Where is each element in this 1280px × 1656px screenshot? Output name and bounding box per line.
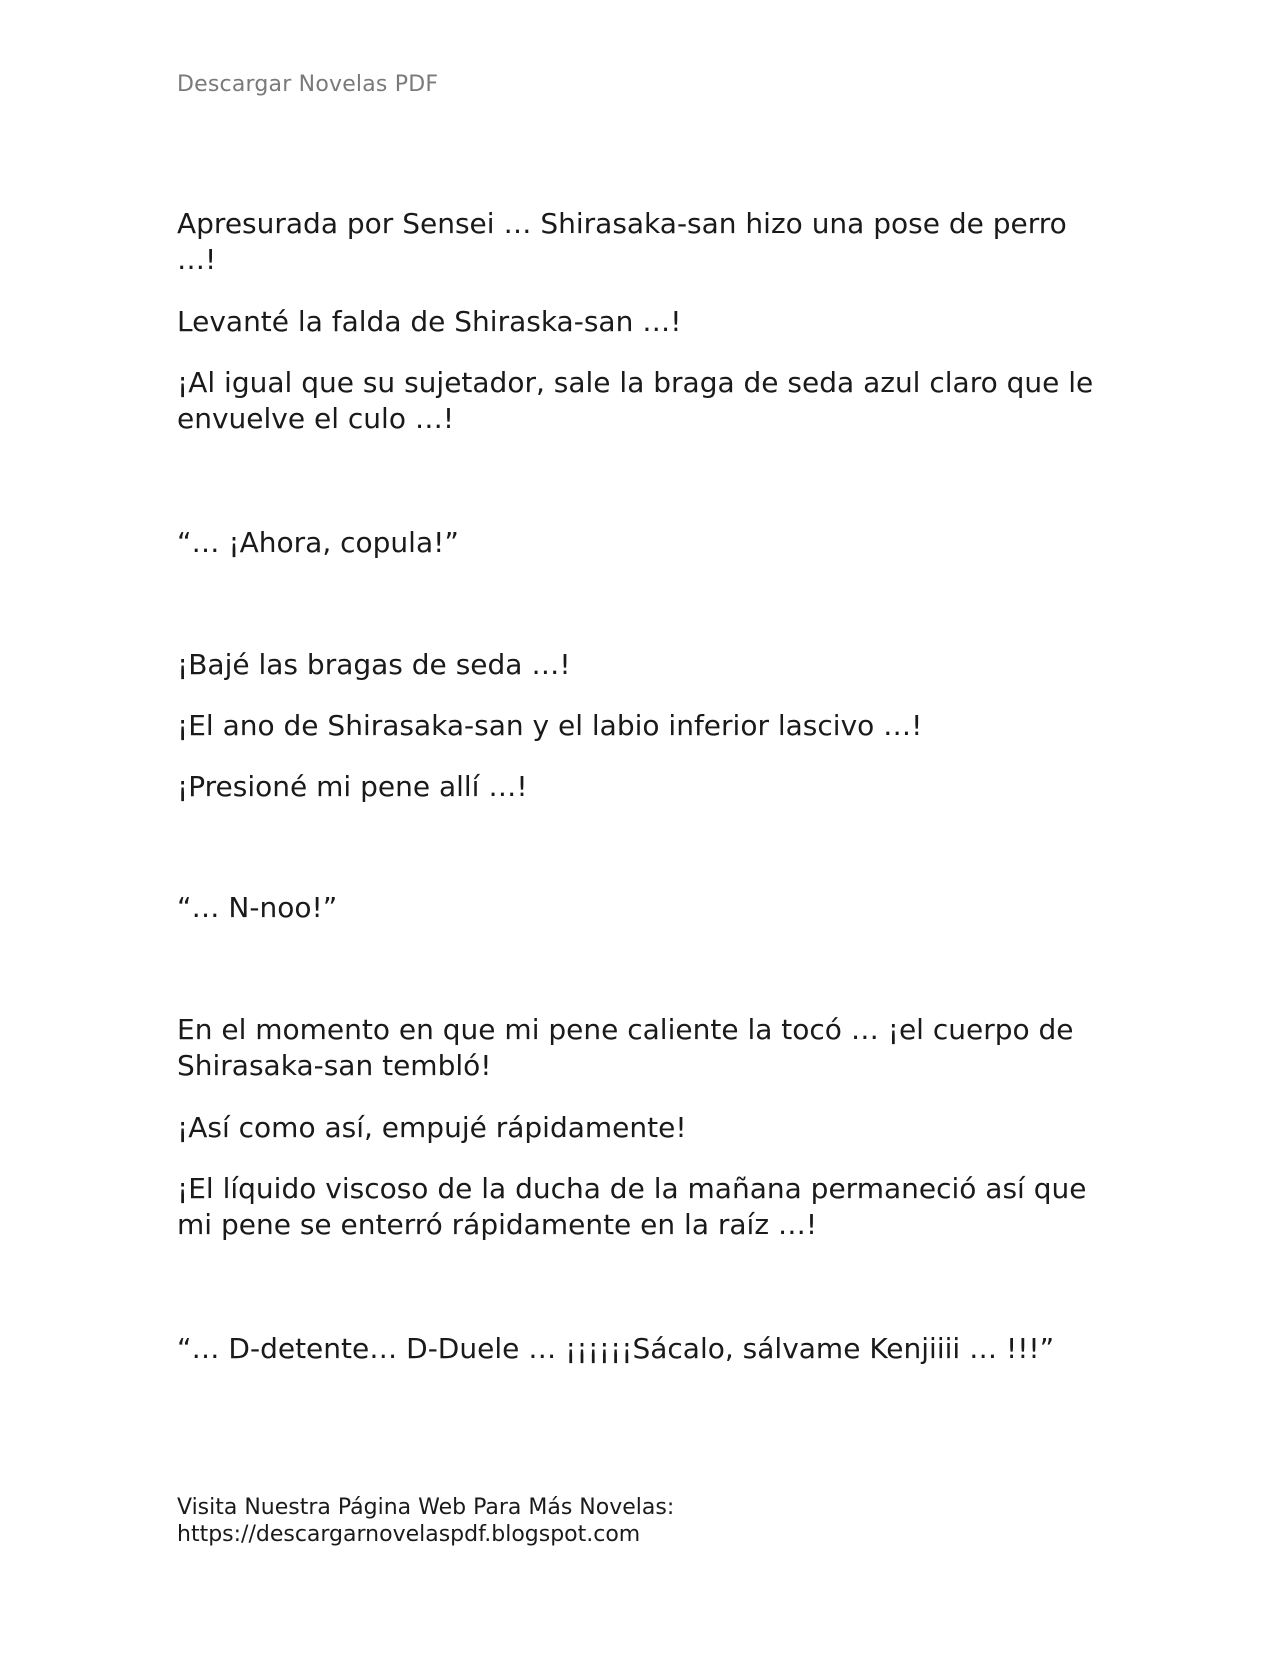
page-header-title: Descargar Novelas PDF	[177, 72, 439, 97]
dialogue-2: “… N-noo!”	[177, 891, 338, 924]
footer-url: https://descargarnovelaspdf.blogspot.com	[177, 1522, 641, 1547]
paragraph-6: ¡Presioné mi pene allí …!	[177, 770, 528, 803]
paragraph-3: ¡Al igual que su sujetador, sale la braga de seda azul claro que le envuelve el culo …!	[177, 366, 1094, 435]
paragraph-4: ¡Bajé las bragas de seda …!	[177, 648, 571, 681]
paragraph-7: En el momento en que mi pene caliente la tocó … ¡el cuerpo de Shirasaka-san tembló!	[177, 1013, 1074, 1082]
dialogue-1: “… ¡Ahora, copula!”	[177, 526, 459, 559]
paragraph-9: ¡El líquido viscoso de la ducha de la mañana permaneció así que mi pene se enterró rápidamente en la raíz …!	[177, 1172, 1087, 1241]
paragraph-1: Apresurada por Sensei … Shirasaka-san hizo una pose de perro …!	[177, 207, 1067, 276]
footer-visit-text: Visita Nuestra Página Web Para Más Novelas:	[177, 1495, 675, 1520]
paragraph-5: ¡El ano de Shirasaka-san y el labio inferior lascivo …!	[177, 709, 923, 742]
dialogue-3: “… D-detente… D-Duele … ¡¡¡¡¡¡Sácalo, sálvame Kenjiiii … !!!”	[177, 1332, 1055, 1365]
paragraph-8: ¡Así como así, empujé rápidamente!	[177, 1111, 687, 1144]
paragraph-2: Levanté la falda de Shiraska-san …!	[177, 305, 682, 338]
page-footer	[177, 1494, 674, 1548]
